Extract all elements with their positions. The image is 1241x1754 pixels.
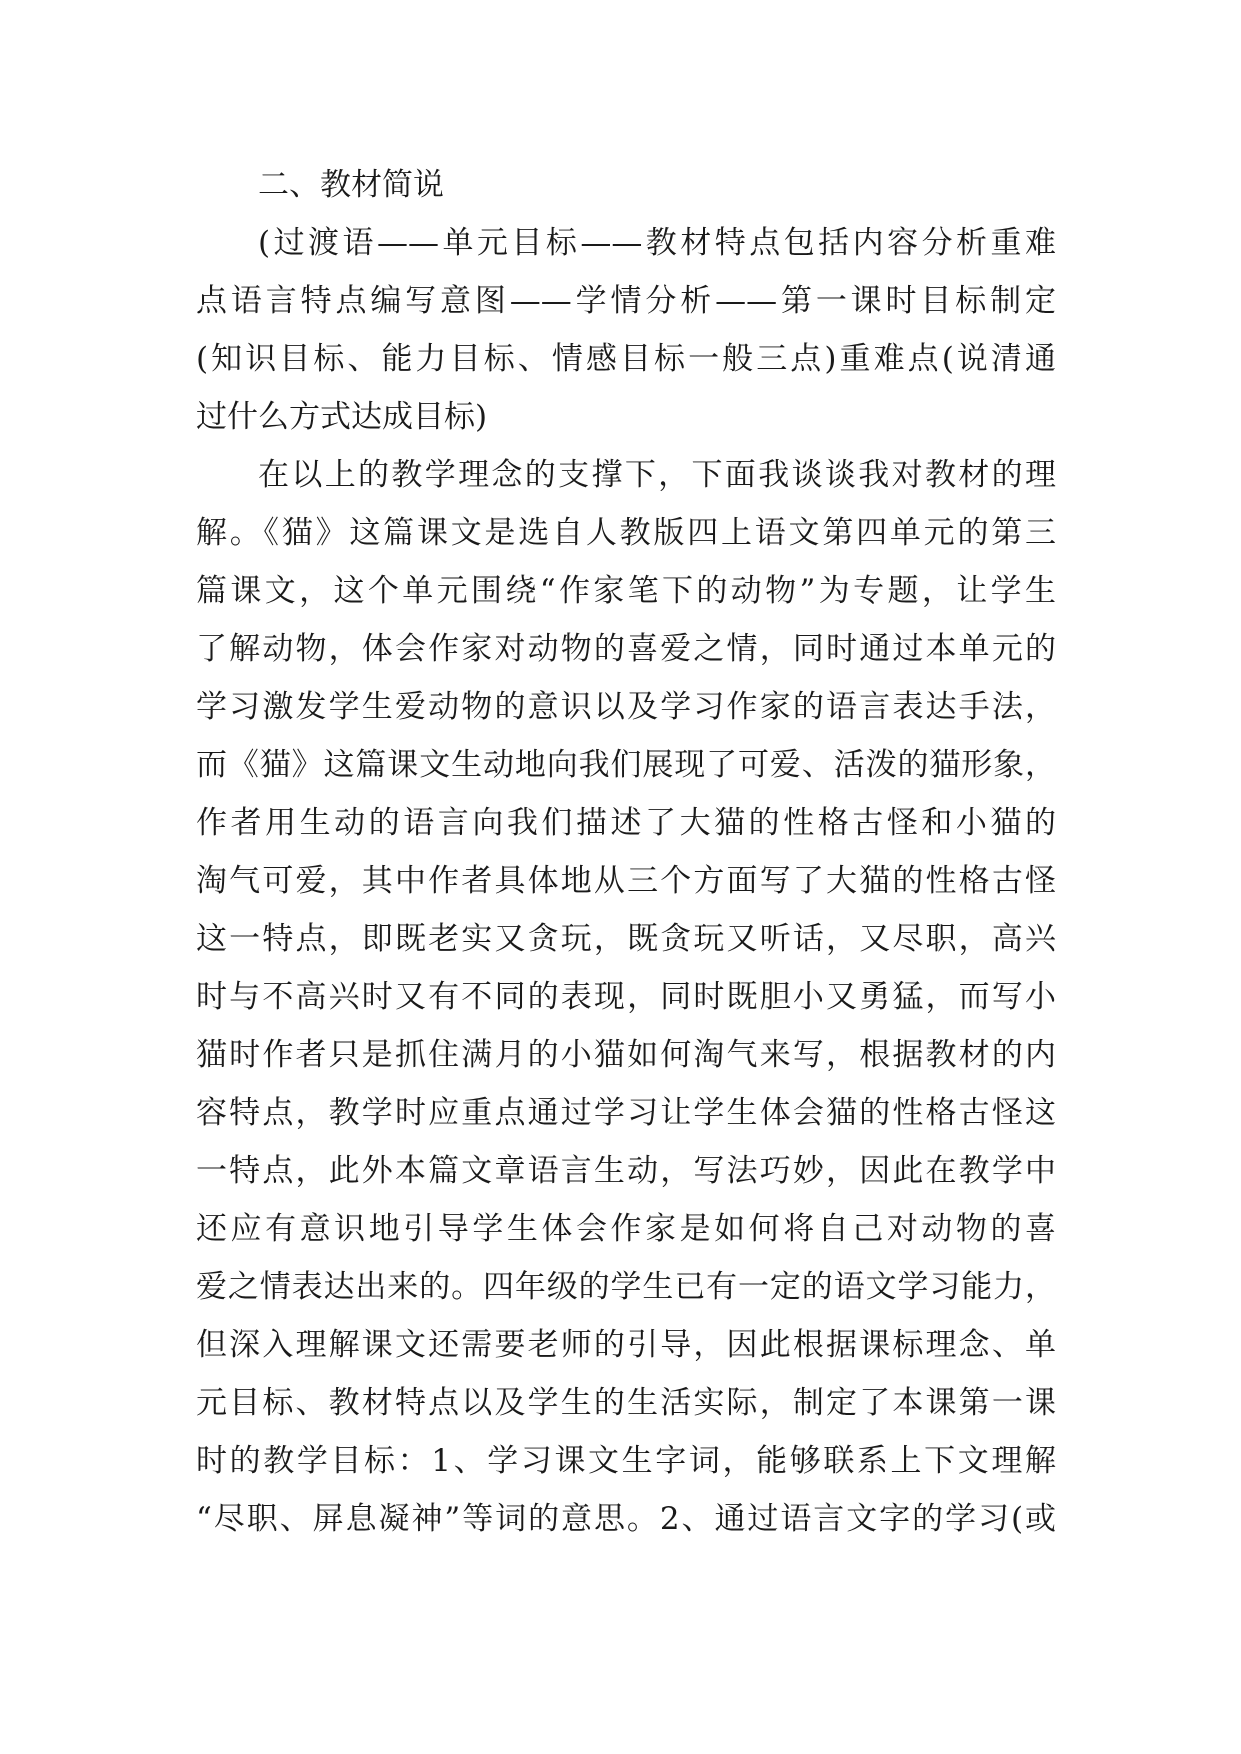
text-line: 作者用生动的语言向我们描述了大猫的性格古怪和小猫的 (196, 805, 1056, 841)
section-heading: 二、教材简说 (258, 167, 444, 203)
text-line: 爱之情表达出来的。四年级的学生已有一定的语文学习能力， (196, 1269, 1056, 1305)
text-line: 一特点，此外本篇文章语言生动，写法巧妙，因此在教学中 (196, 1153, 1056, 1189)
text-line: 容特点，教学时应重点通过学习让学生体会猫的性格古怪这 (196, 1095, 1056, 1131)
text-line: 时与不高兴时又有不同的表现，同时既胆小又勇猛，而写小 (196, 979, 1056, 1015)
text-line: 学习激发学生爱动物的意识以及学习作家的语言表达手法， (196, 689, 1056, 725)
text-line: 在以上的教学理念的支撑下，下面我谈谈我对教材的理 (258, 457, 1056, 493)
text-line: 这一特点，即既老实又贪玩，既贪玩又听话，又尽职，高兴 (196, 921, 1056, 957)
text-line: 时的教学目标：1、学习课文生字词，能够联系上下文理解 (196, 1443, 1056, 1479)
text-line: 而《猫》这篇课文生动地向我们展现了可爱、活泼的猫形象， (196, 747, 1056, 783)
text-line: 淘气可爱，其中作者具体地从三个方面写了大猫的性格古怪 (196, 863, 1056, 899)
text-line: 解。《猫》这篇课文是选自人教版四上语文第四单元的第三 (196, 515, 1056, 551)
text-line: 还应有意识地引导学生体会作家是如何将自己对动物的喜 (196, 1211, 1056, 1247)
text-line: “尽职、屏息凝神”等词的意思。2、通过语言文字的学习(或 (196, 1501, 1056, 1537)
text-line: 过什么方式达成目标) (196, 399, 488, 435)
text-line: 篇课文，这个单元围绕“作家笔下的动物”为专题，让学生 (196, 573, 1056, 609)
text-line: 元目标、教材特点以及学生的生活实际，制定了本课第一课 (196, 1385, 1056, 1421)
text-line: 点语言特点编写意图——学情分析——第一课时目标制定 (196, 283, 1056, 319)
text-line: 但深入理解课文还需要老师的引导，因此根据课标理念、单 (196, 1327, 1056, 1363)
text-line: 了解动物，体会作家对动物的喜爱之情，同时通过本单元的 (196, 631, 1056, 667)
text-line: 猫时作者只是抓住满月的小猫如何淘气来写，根据教材的内 (196, 1037, 1056, 1073)
text-line: (过渡语——单元目标——教材特点包括内容分析重难 (258, 225, 1056, 261)
text-line: (知识目标、能力目标、情感目标一般三点)重难点(说清通 (196, 341, 1056, 377)
